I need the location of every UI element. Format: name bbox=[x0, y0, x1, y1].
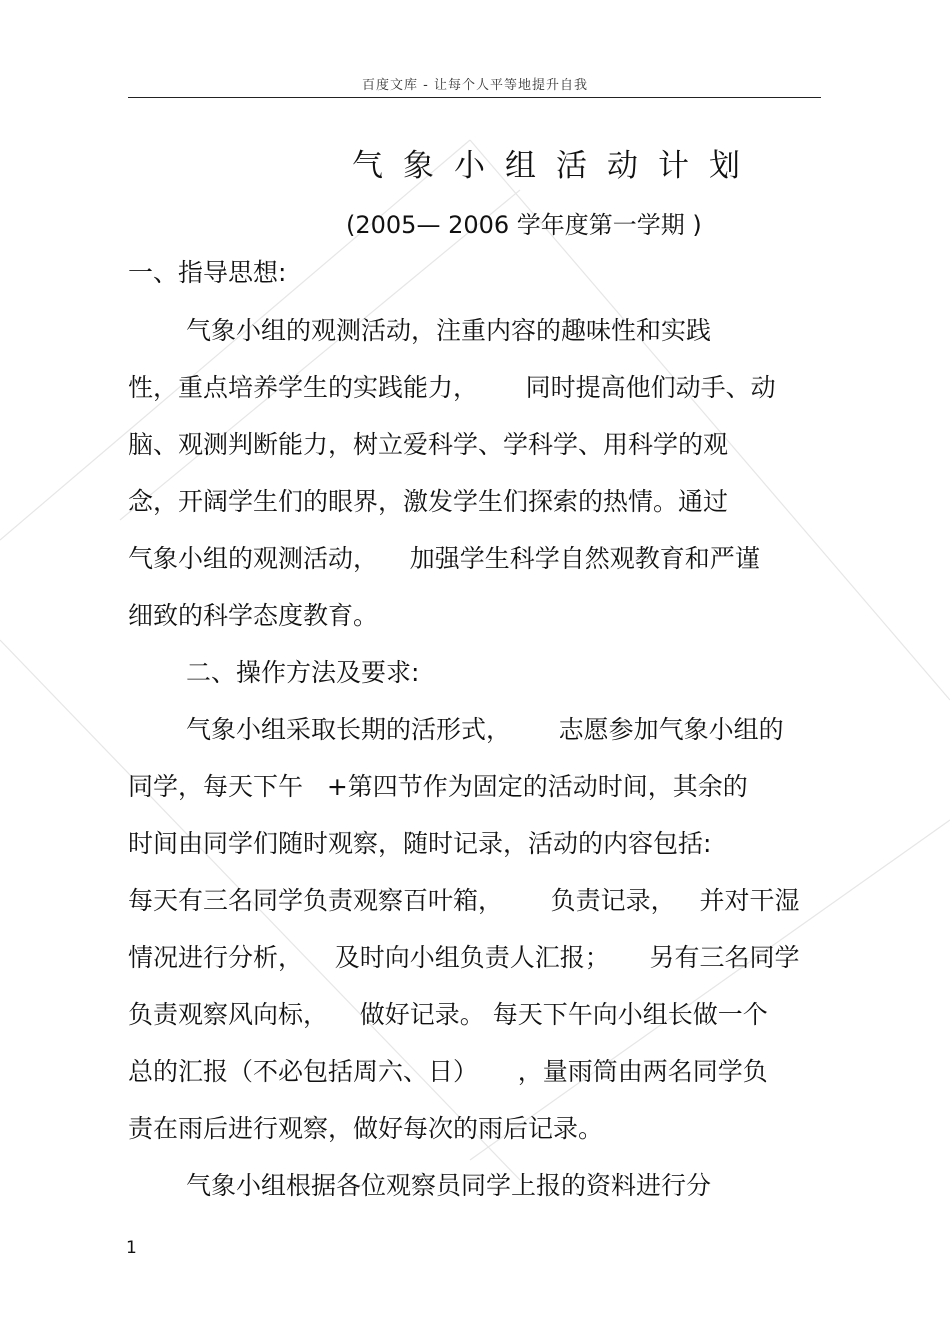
paragraph-line: 责在雨后进行观察，做好每次的雨后记录。 bbox=[128, 1114, 604, 1143]
document-subtitle: (2005— 2006 学年度第一学期 ) bbox=[346, 211, 702, 239]
paragraph-line: 念，开阔学生们的眼界，激发学生们探索的热情。通过 bbox=[128, 487, 729, 516]
paragraph-line: 时间由同学们随时观察，随时记录，活动的内容包括: bbox=[128, 829, 712, 858]
section-heading-methods: 二、操作方法及要求: bbox=[186, 658, 420, 687]
paragraph-line: 总的汇报（不必包括周六、日） ，量雨筒由两名同学负 bbox=[128, 1057, 768, 1086]
paragraph-line: 气象小组的观测活动， 加强学生科学自然观教育和严谨 bbox=[128, 544, 760, 573]
paragraph-line: 情况进行分析， 及时向小组负责人汇报； 另有三名同学 bbox=[128, 943, 800, 972]
paragraph-line: 气象小组根据各位观察员同学上报的资料进行分 bbox=[186, 1171, 712, 1200]
header-divider bbox=[128, 97, 821, 98]
page-header: 百度文库 - 让每个人平等地提升自我 bbox=[362, 78, 588, 93]
document-title: 气象小组活动计划 bbox=[352, 148, 760, 184]
paragraph-line: 气象小组采取长期的活形式， 志愿参加气象小组的 bbox=[186, 715, 784, 744]
paragraph-line: 负责观察风向标， 做好记录。 每天下午向小组长做一个 bbox=[128, 1000, 768, 1029]
paragraph-line: 气象小组的观测活动，注重内容的趣味性和实践 bbox=[186, 316, 712, 345]
page-number: 1 bbox=[126, 1238, 137, 1258]
paragraph-line: 脑、观测判断能力，树立爱科学、学科学、用科学的观 bbox=[128, 430, 729, 459]
paragraph-line: 每天有三名同学负责观察百叶箱， 负责记录， 并对干湿 bbox=[128, 886, 800, 915]
section-heading-guiding-thought: 一、指导思想: bbox=[128, 258, 287, 287]
paragraph-line: 同学，每天下午 +第四节作为固定的活动时间，其余的 bbox=[128, 772, 748, 801]
paragraph-line: 性，重点培养学生的实践能力， 同时提高他们动手、动 bbox=[128, 373, 776, 402]
paragraph-line: 细致的科学态度教育。 bbox=[128, 601, 379, 630]
